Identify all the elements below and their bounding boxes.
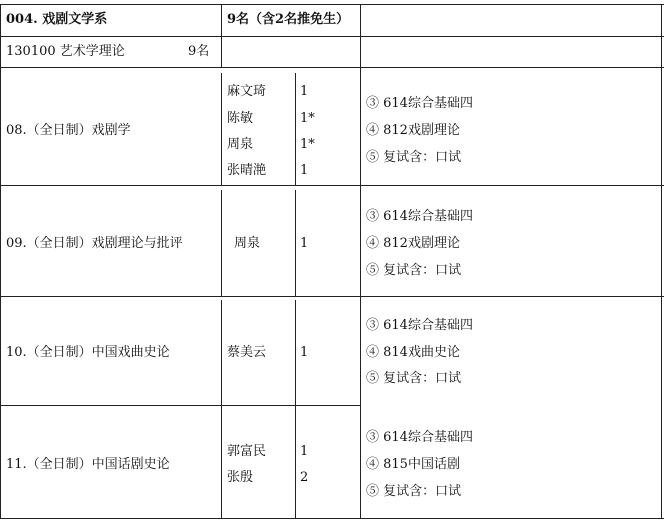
major-code-name: 130100 艺术学理论 [6,44,125,59]
exam-item: ④ 815中国话剧 [366,457,460,472]
exam-item: ⑤ 复试含：口试 [366,371,462,386]
exam-item: ④ 812戏剧理论 [366,236,460,251]
direction-name: 11.（全日制）中国话剧史论 [6,457,170,472]
advisor-name: 陈敏 [227,111,254,126]
advisor-count: 1* [300,137,315,152]
rule-count-col-08 [295,73,296,185]
rule-major-split [221,36,222,67]
exam-item: ③ 614综合基础四 [366,430,473,445]
rule-advisor-col-09 [221,190,222,296]
rule-row-10-bottom [0,405,360,406]
exam-item: ③ 614综合基础四 [366,96,473,111]
rule-row-09-bottom [0,296,664,297]
advisor-count: 1 [300,345,309,360]
exam-item: ⑤ 复试含：口试 [366,484,462,499]
direction-name: 10.（全日制）中国戏曲史论 [6,345,170,360]
rule-top [0,4,664,5]
direction-name: 09.（全日制）戏剧理论与批评 [6,236,183,251]
exam-item: ④ 812戏剧理论 [366,123,460,138]
advisor-count: 1 [300,84,309,99]
exam-item: ④ 814戏曲史论 [366,345,460,360]
major-count: 9名 [188,44,210,59]
exam-item: ⑤ 复试含：口试 [366,263,462,278]
rule-advisor-col-08 [221,73,222,185]
advisor-name: 郭富民 [227,444,267,459]
advisor-name: 麻文琦 [227,84,267,99]
rule-count-col-09 [295,190,296,296]
department-title: 004. 戏剧文学系 [6,12,108,27]
advisor-name: 周泉 [227,137,254,152]
rule-header-bottom [0,36,664,37]
rule-count-col-10-11 [295,300,296,518]
advisor-name: 蔡美云 [227,345,267,360]
rule-major-bottom [0,67,664,68]
advisor-count: 1 [300,163,309,178]
rule-right [661,4,662,519]
advisor-name: 张晴滟 [227,163,267,178]
advisor-name: 张殷 [227,470,254,485]
advisor-count: 2 [300,470,309,485]
advisor-count: 1 [300,444,309,459]
advisor-count: 1* [300,111,315,126]
advisor-name: 周泉 [234,236,261,251]
exam-item: ③ 614综合基础四 [366,209,473,224]
rule-left [0,4,1,519]
rule-bottom [0,518,664,519]
advisor-count: 1 [300,236,309,251]
rule-exam-col [360,4,361,519]
exam-item: ③ 614综合基础四 [366,318,473,333]
rule-row-08-bottom [0,185,664,186]
direction-name: 08.（全日制）戏剧学 [6,123,131,138]
rule-advisor-col-10-11 [221,300,222,518]
rule-header-split [221,4,222,36]
department-quota: 9名（含2名推免生） [227,12,350,27]
exam-item: ⑤ 复试含：口试 [366,150,462,165]
